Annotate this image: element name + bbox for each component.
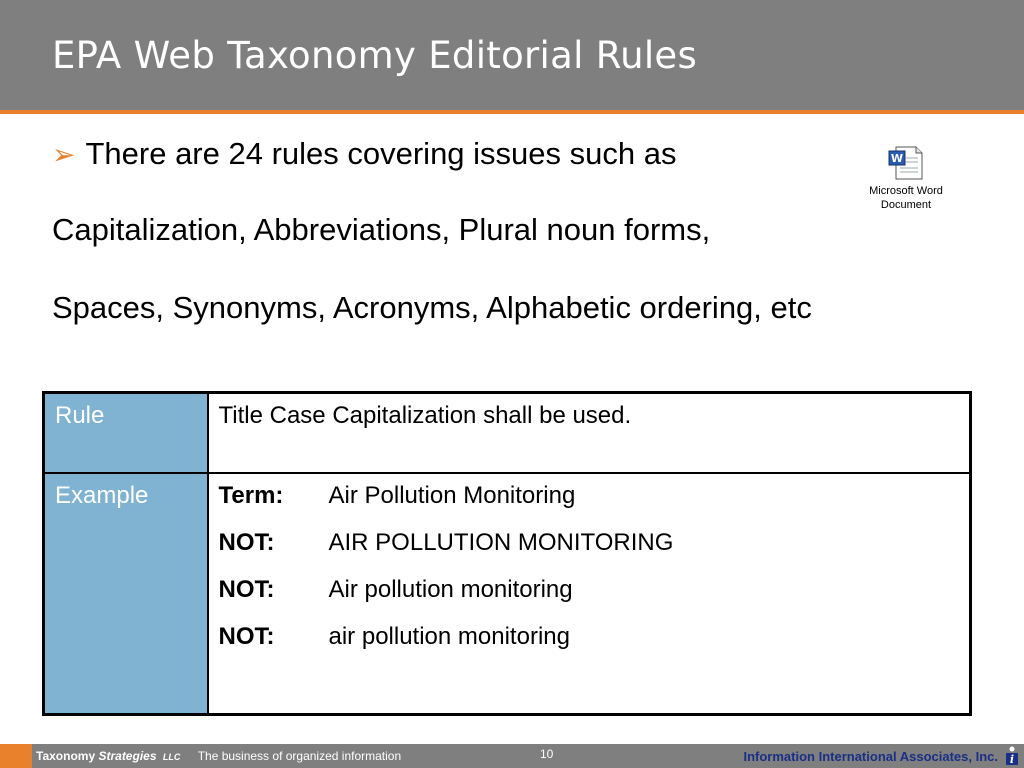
footer-brand [36, 749, 401, 763]
table-row-rule [44, 393, 971, 473]
example-key: Term: [218, 481, 284, 509]
brand-name: Taxonomy [36, 749, 96, 763]
document-label [858, 184, 954, 212]
example-line [219, 623, 960, 670]
company-logo-icon [1004, 746, 1020, 766]
svg-text:W: W [890, 152, 904, 165]
rule-text-cell: Title Case Capitalization shall be used. [208, 393, 971, 473]
word-document-icon [888, 146, 924, 180]
example-key: NOT: [218, 575, 275, 603]
company-name: Information International Associates, Inc. [743, 749, 998, 764]
bullet-arrow-icon: ➢ [52, 138, 76, 170]
example-line [219, 529, 960, 576]
rule-table [42, 391, 972, 716]
footer-logo-icon [0, 744, 32, 768]
document-label-line2: Document [880, 199, 932, 211]
bullet-item [52, 134, 676, 174]
example-value: air pollution monitoring [328, 622, 570, 650]
embedded-word-document[interactable] [858, 146, 954, 220]
page-number: 10 [540, 747, 554, 761]
footer-tagline: The business of organized information [197, 749, 402, 763]
example-line [219, 482, 960, 529]
example-value: Air pollution monitoring [328, 575, 573, 603]
body-line-2: Capitalization, Abbreviations, Plural noun forms, [52, 212, 711, 247]
example-line [219, 576, 960, 623]
example-key: NOT: [218, 528, 275, 556]
header-accent-rule [0, 110, 1024, 114]
brand-suffix: LLC [162, 752, 181, 762]
document-label-line1: Microsoft Word [869, 185, 943, 197]
example-label-cell: Example [44, 473, 208, 715]
example-key: NOT: [218, 622, 275, 650]
slide-title: EPA Web Taxonomy Editorial Rules [52, 34, 698, 77]
table-row-example [44, 473, 971, 715]
svg-text:i: i [1009, 753, 1015, 766]
rule-label-cell: Rule [44, 393, 208, 473]
example-cell [208, 473, 971, 715]
brand-strategies: Strategies [98, 749, 157, 763]
example-value: Air Pollution Monitoring [328, 481, 576, 509]
bullet-text: There are 24 rules covering issues such as [85, 136, 677, 171]
example-value: AIR POLLUTION MONITORING [328, 528, 674, 556]
body-line-3: Spaces, Synonyms, Acronyms, Alphabetic ordering, etc [52, 290, 812, 325]
